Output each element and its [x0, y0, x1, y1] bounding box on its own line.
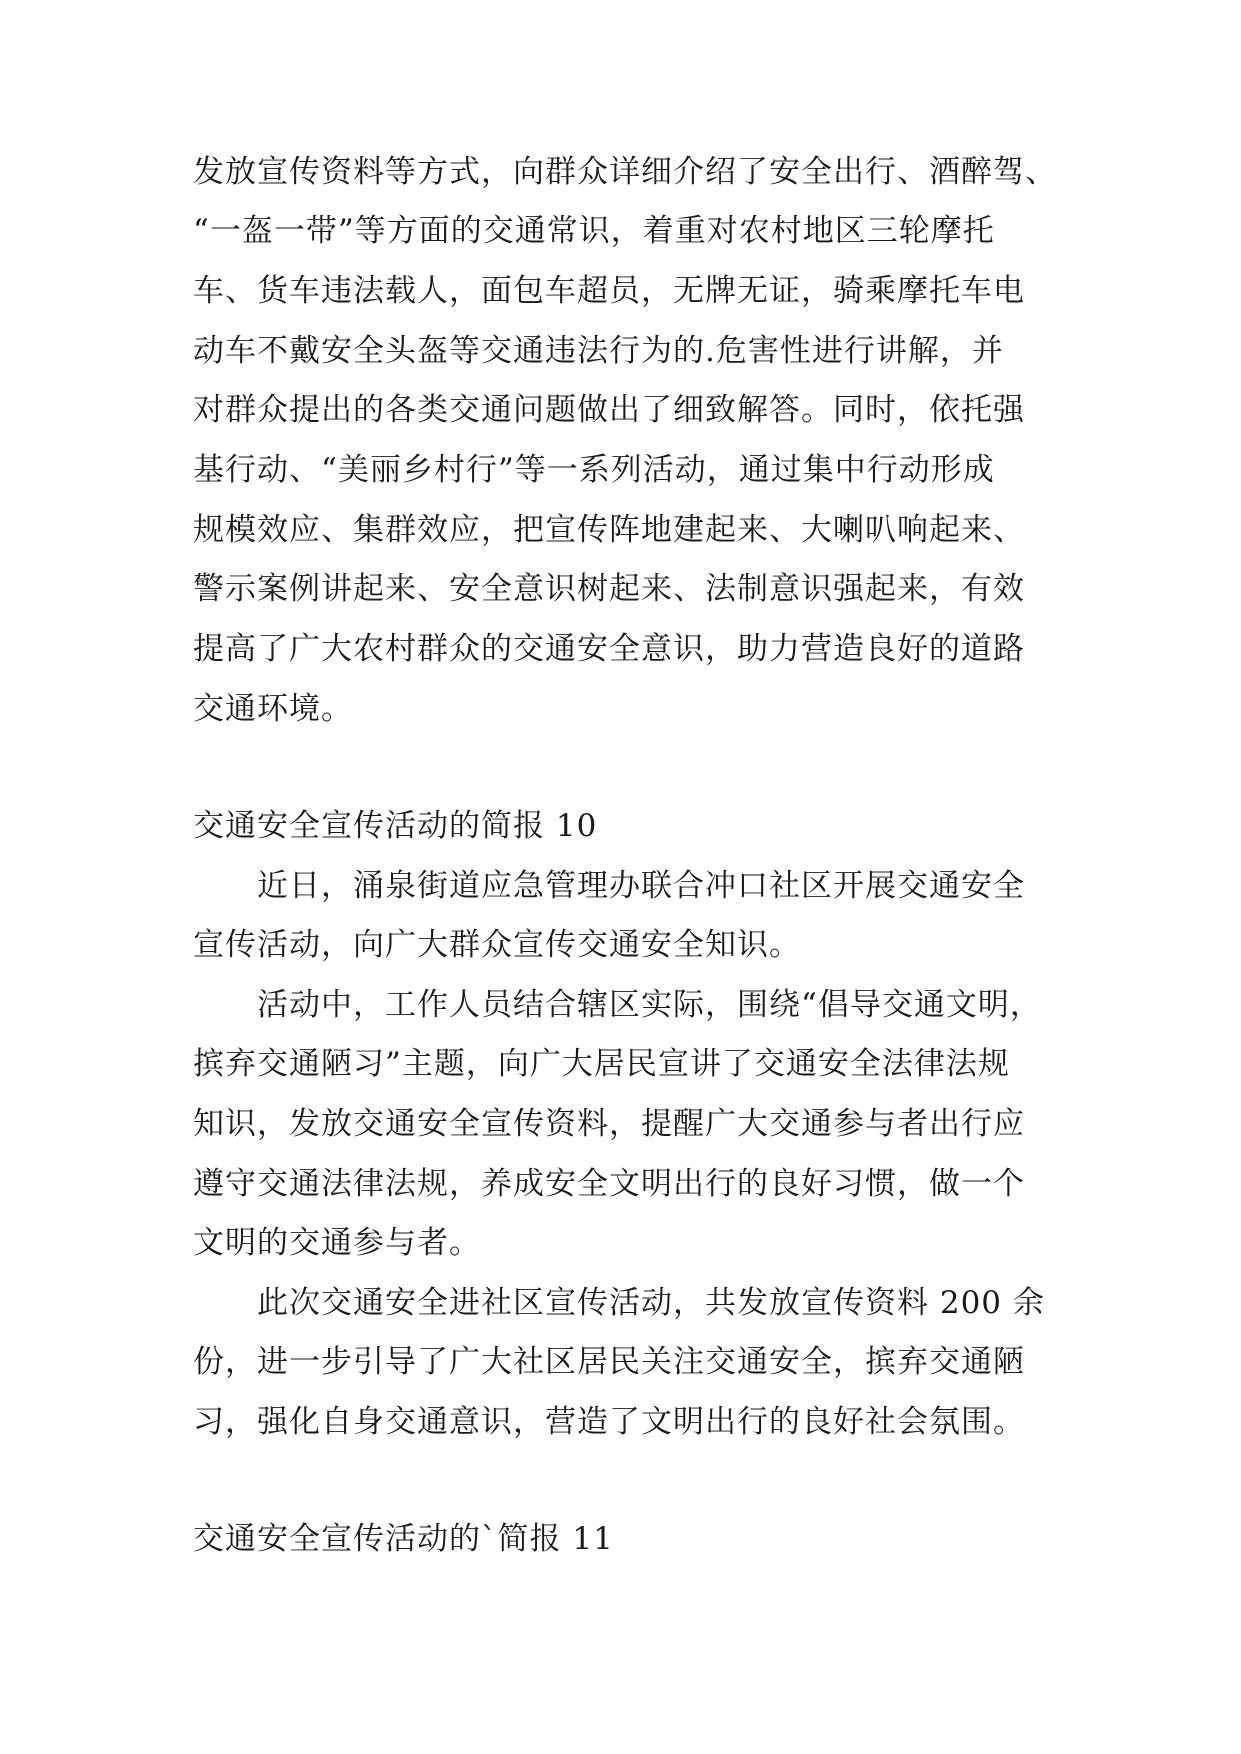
section-heading-11: 交通安全宣传活动的`简报 11 [193, 1521, 614, 1557]
text-line: 摈弃交通陋习”主题，向广大居民宣讲了交通安全法律法规 [193, 1046, 1010, 1082]
text-line: 警示案例讲起来、安全意识树起来、法制意识强起来，有效 [193, 571, 1025, 607]
text-line: 份，进一步引导了广大社区居民关注交通安全，摈弃交通陋 [193, 1344, 1025, 1380]
text-line: 对群众提出的各类交通问题做出了细致解答。同时，依托强 [193, 392, 1025, 428]
text-line: 知识，发放交通安全宣传资料，提醒广大交通参与者出行应 [193, 1106, 1025, 1142]
text-line: 提高了广大农村群众的交通安全意识，助力营造良好的道路 [193, 631, 1025, 667]
text-line: 宣传活动，向广大群众宣传交通安全知识。 [193, 927, 801, 963]
text-line: 规模效应、集群效应，把宣传阵地建起来、大喇叭响起来、 [193, 512, 1025, 548]
text-line: 交通环境。 [193, 691, 353, 727]
text-line: 车、货车违法载人，面包车超员，无牌无证，骑乘摩托车电 [193, 273, 1025, 309]
paragraph-first-line: 活动中，工作人员结合辖区实际，围绕“倡导交通文明， [257, 987, 1042, 1023]
text-line: 发放宣传资料等方式，向群众详细介绍了安全出行、酒醉驾、 [193, 154, 1057, 190]
text-line: 习，强化自身交通意识，营造了文明出行的良好社会氛围。 [193, 1404, 1025, 1440]
text-line: 基行动、“美丽乡村行”等一系列活动，通过集中行动形成 [193, 452, 995, 488]
text-line: “一盔一带”等方面的交通常识，着重对农村地区三轮摩托 [193, 213, 995, 249]
text-line: 动车不戴安全头盔等交通违法行为的.危害性进行讲解，并 [193, 333, 1004, 369]
paragraph-first-line: 此次交通安全进社区宣传活动，共发放宣传资料 200 余 [257, 1285, 1045, 1321]
text-line: 遵守交通法律法规，养成安全文明出行的良好习惯，做一个 [193, 1166, 1025, 1202]
section-heading-10: 交通安全宣传活动的简报 10 [193, 808, 598, 844]
paragraph-first-line: 近日，涌泉街道应急管理办联合冲口社区开展交通安全 [257, 868, 1025, 904]
text-line: 文明的交通参与者。 [193, 1225, 481, 1261]
